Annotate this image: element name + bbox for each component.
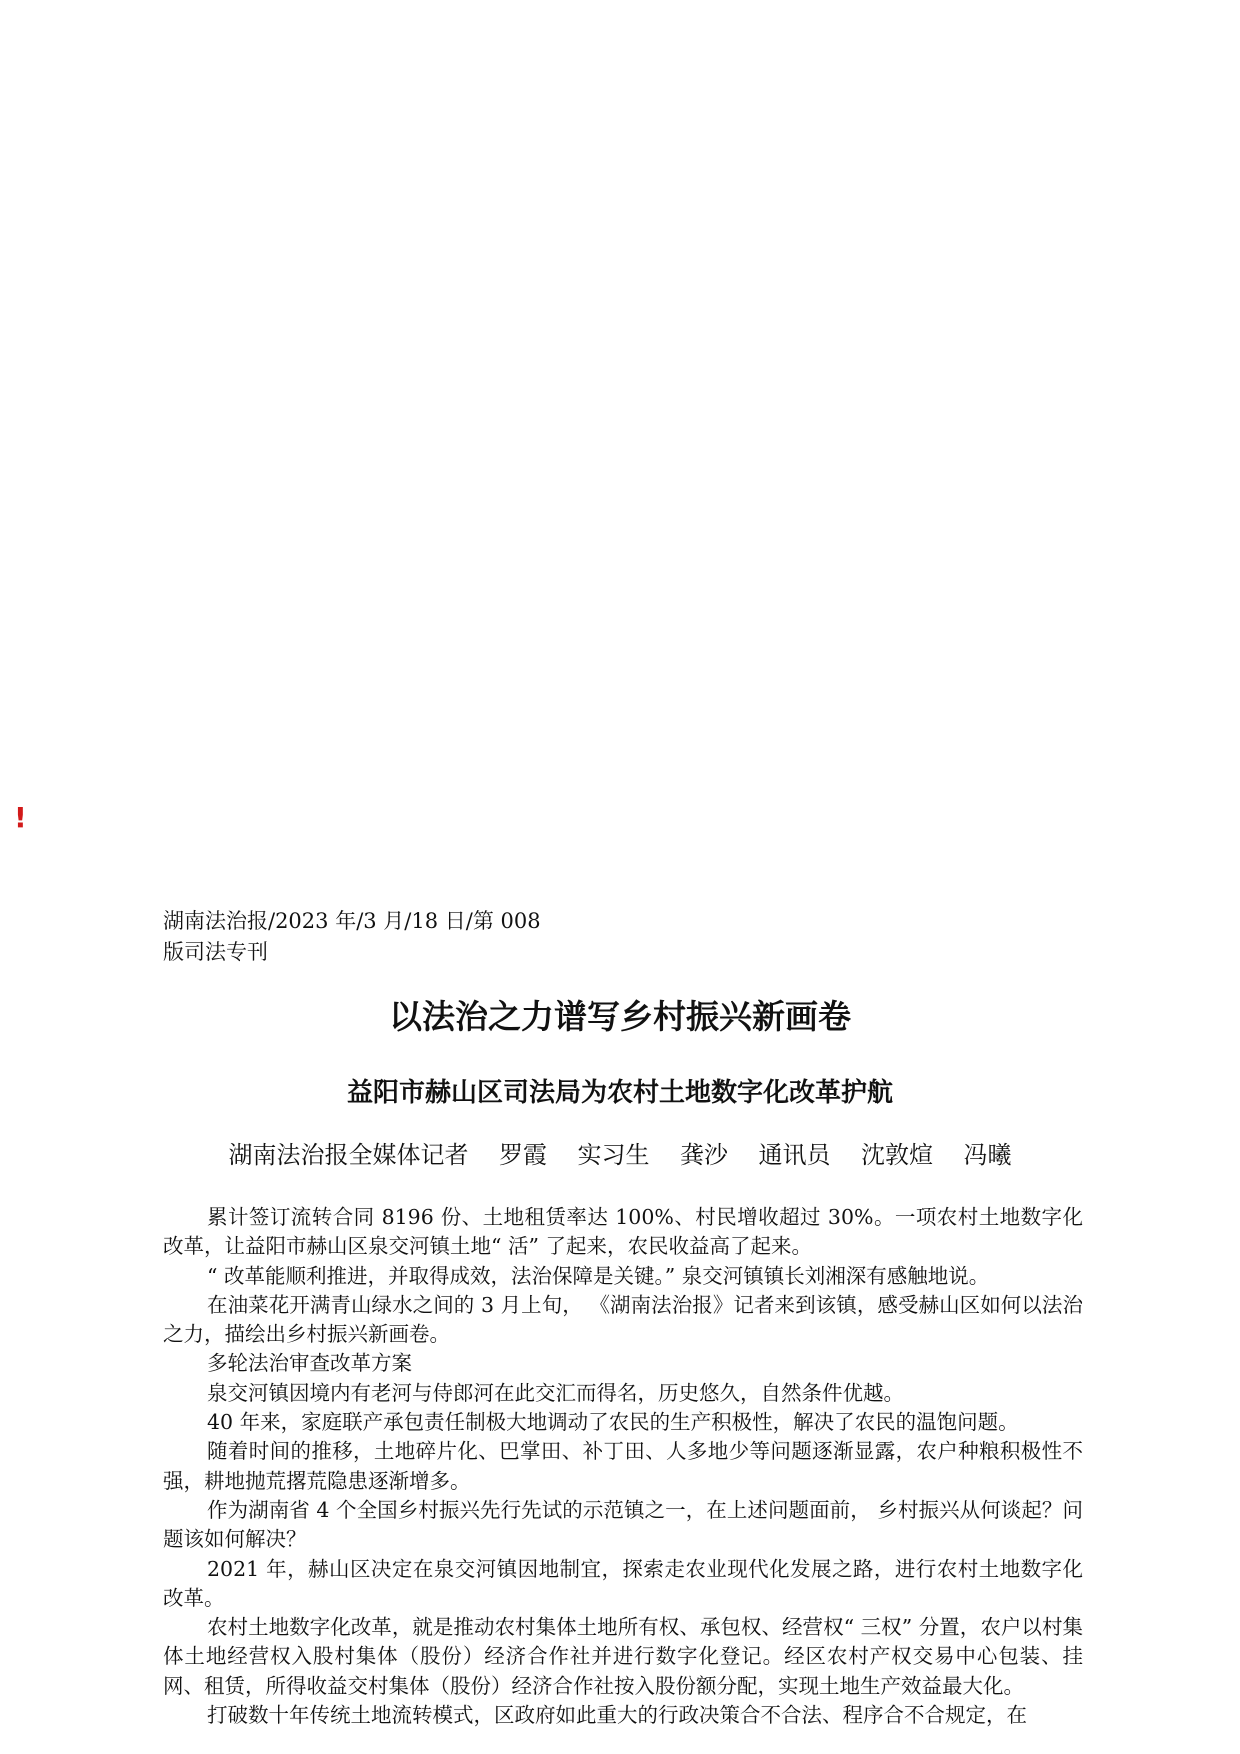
paragraph: 40 年来，家庭联产承包责任制极大地调动了农民的生产积极性，解决了农民的温饱问题。 — [207, 1410, 1019, 1435]
paragraph: 累计签订流转合同 8196 份、土地租赁率达 100%、村民增收超过 30%。一项农村土地数字化改革，让益阳市赫山区泉交河镇土地“ 活” 了起来，农民收益高了起来。 — [163, 1205, 1083, 1259]
paragraph: 作为湖南省 4 个全国乡村振兴先行先试的示范镇之一，在上述问题面前， 乡村振兴从何谈起？问题该如何解决？ — [163, 1497, 1083, 1552]
paragraph: 泉交河镇因境内有老河与侍郎河在此交汇而得名，历史悠久，自然条件优越。 — [207, 1380, 904, 1405]
byline: 湖南法治报全媒体记者 罗霞 实习生 龚沙 通讯员 沈敦煊 冯曦 — [228, 1141, 1012, 1169]
paragraph: “ 改革能顺利推进，并取得成效，法治保障是关键。” 泉交河镇镇长刘湘深有感触地说。 — [207, 1263, 990, 1288]
article-body — [163, 1203, 1083, 1730]
source-line-2: 版司法专刊 — [163, 940, 268, 964]
paragraph: 农村土地数字化改革，就是推动农村集体土地所有权、承包权、经营权“ 三权” 分置，农户以村集体土地经营权入股村集体（股份）经济合作社并进行数字化登记。经区农村产权交易中心包装、挂网、租赁，所得收益交村集体（股份）经济合作社按入股份额分配，实现土地生产效益最大化。 — [163, 1615, 1083, 1698]
paragraph: 在油菜花开满青山绿水之间的 3 月上旬， 《湖南法治报》记者来到该镇，感受赫山区如何以法治之力，描绘出乡村振兴新画卷。 — [163, 1292, 1083, 1347]
paragraph: 2021 年，赫山区决定在泉交河镇因地制宜，探索走农业现代化发展之路，进行农村土地数字化改革。 — [163, 1556, 1083, 1610]
paragraph: 随着时间的推移，土地碎片化、巴掌田、补丁田、人多地少等问题逐渐显露，农户种粮积极性不强，耕地抛荒撂荒隐患逐渐增多。 — [163, 1439, 1083, 1493]
paragraph: 打破数十年传统土地流转模式，区政府如此重大的行政决策合不合法、程序合不合规定，在 — [207, 1703, 1027, 1728]
source-line — [163, 906, 541, 968]
headline: 以法治之力谱写乡村振兴新画卷 — [389, 997, 851, 1036]
warning-mark: ! — [14, 801, 27, 834]
section-heading: 多轮法治审查改革方案 — [207, 1351, 412, 1376]
source-line-1: 湖南法治报/2023 年/3 月/18 日/第 008 — [163, 909, 541, 933]
subheadline: 益阳市赫山区司法局为农村土地数字化改革护航 — [346, 1078, 893, 1108]
